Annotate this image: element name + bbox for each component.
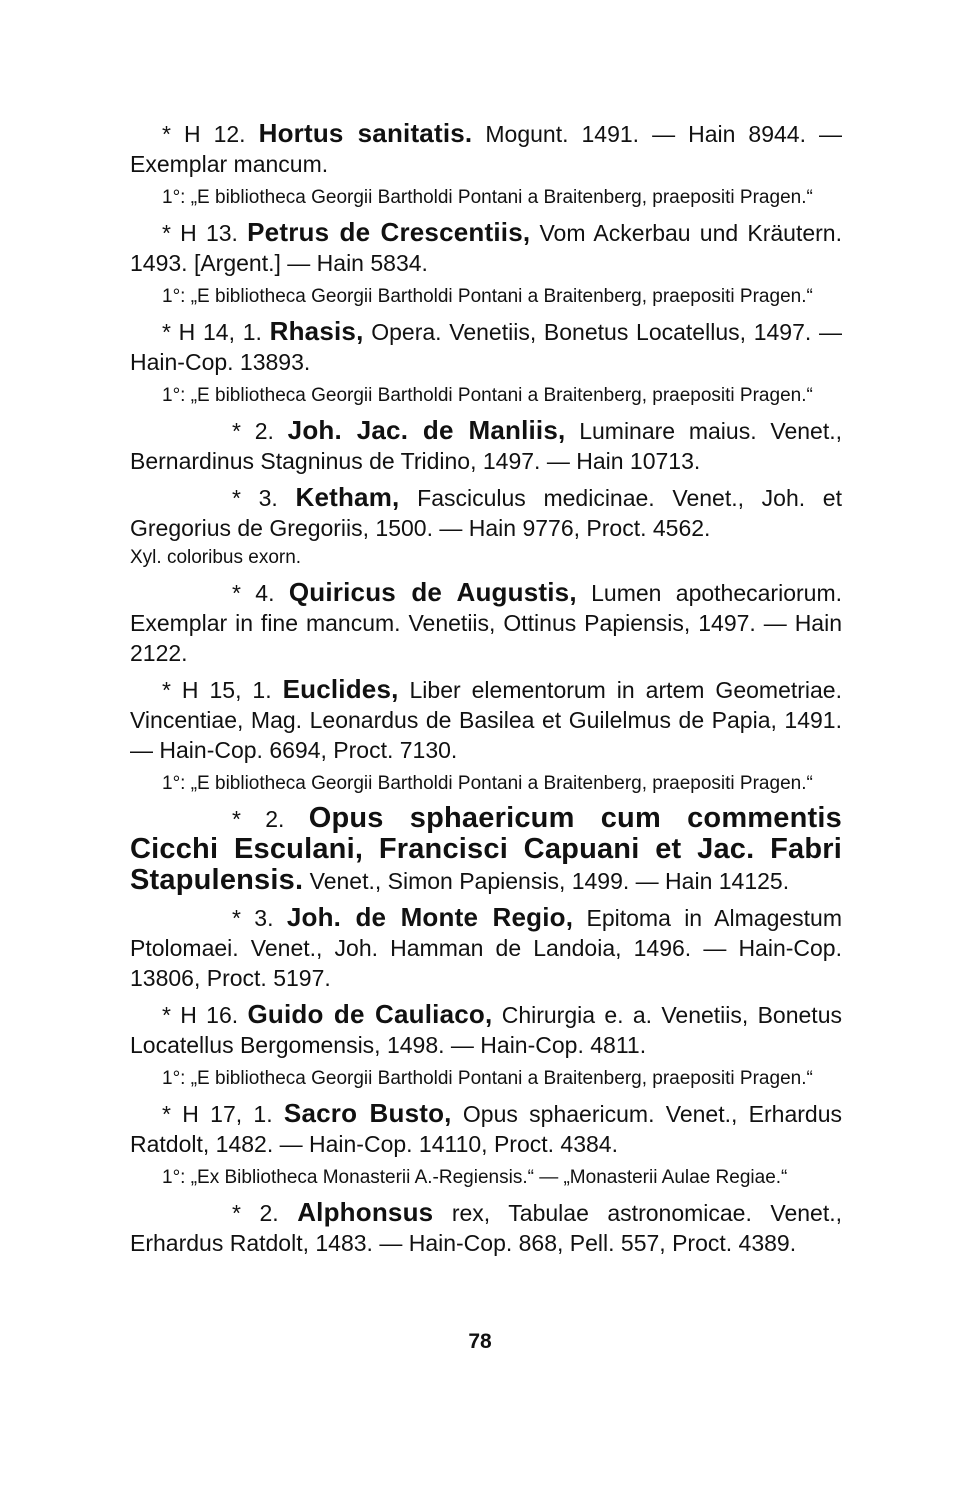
page-number: 78 (468, 1330, 492, 1353)
provenance-note: 1°: „E bibliotheca Georgii Bartholdi Pontani a Braitenberg, praepositi Pragen.“ (162, 773, 813, 794)
provenance-note: 1°: „E bibliotheca Georgii Bartholdi Pontani a Braitenberg, praepositi Pragen.“ (162, 1068, 813, 1089)
illustration-note: Xyl. coloribus exorn. (130, 547, 302, 568)
text-column (130, 118, 842, 1264)
provenance-note: 1°: „E bibliotheca Georgii Bartholdi Pontani a Braitenberg, praepositi Pragen.“ (162, 385, 813, 406)
entry-h17-2: * 2. Alphonsus rex, Tabulae astronomicae. Venet., Erhardus Ratdolt, 1483. — Hain-Cop. 868, Pell. 557, Proct. 4389. (130, 1197, 842, 1256)
entry-h14-1: * H 14, 1. Rhasis, Opera. Venetiis, Bonetus Locatellus, 1497. — Hain-Cop. 13893. (130, 316, 842, 375)
provenance-note: 1°: „E bibliotheca Georgii Bartholdi Pontani a Braitenberg, praepositi Pragen.“ (162, 187, 813, 208)
provenance-note: 1°: „E bibliotheca Georgii Bartholdi Pontani a Braitenberg, praepositi Pragen.“ (162, 286, 813, 307)
entry-h14-2: * 2. Joh. Jac. de Manliis, Luminare maius. Venet., Bernardinus Stagninus de Tridino, 1497. — Hain 10713. (130, 415, 842, 474)
entry-h13: * H 13. Petrus de Crescentiis, Vom Ackerbau und Kräutern. 1493. [Argent.] — Hain 5834. (130, 217, 842, 276)
entry-h15-2: * 2. Opus sphaericum cum commentis Cicchi Esculani, Francisci Capuani et Jac. Fabri Stapulensis. Venet., Simon Papiensis, 1499. — Hain 14125. (130, 802, 842, 896)
provenance-note: 1°: „Ex Bibliotheca Monasterii A.-Regiensis.“ — „Monasterii Aulae Regiae.“ (162, 1167, 788, 1188)
entry-h16: * H 16. Guido de Cauliaco, Chirurgia e. a. Venetiis, Bonetus Locatellus Bergomensis, 1498. — Hain-Cop. 4811. (130, 999, 842, 1058)
entry-h14-3: * 3. Ketham, Fasciculus medicinae. Venet., Joh. et Gregorius de Gregoriis, 1500. — Hain 9776, Proct. 4562. (130, 482, 842, 541)
entry-h17-1: * H 17, 1. Sacro Busto, Opus sphaericum. Venet., Erhardus Ratdolt, 1482. — Hain-Cop. 14110, Proct. 4384. (130, 1098, 842, 1157)
entry-h15-1: * H 15, 1. Euclides, Liber elementorum in artem Geometriae. Vincentiae, Mag. Leonardus de Basilea et Guilelmus de Papia, 1491. — Hain-Cop. 6694, Proct. 7130. (130, 674, 842, 763)
entry-h14-4: * 4. Quiricus de Augustis, Lumen apothecariorum. Exemplar in fine mancum. Venetiis, Ottinus Papiensis, 1497. — Hain 2122. (130, 577, 842, 666)
entry-h15-3: * 3. Joh. de Monte Regio, Epitoma in Almagestum Ptolomaei. Venet., Joh. Hamman de Landoia, 1496. — Hain-Cop. 13806, Proct. 5197. (130, 902, 842, 991)
entry-h12: * H 12. Hortus sanitatis. Mogunt. 1491. — Hain 8944. — Exemplar mancum. (130, 118, 842, 177)
